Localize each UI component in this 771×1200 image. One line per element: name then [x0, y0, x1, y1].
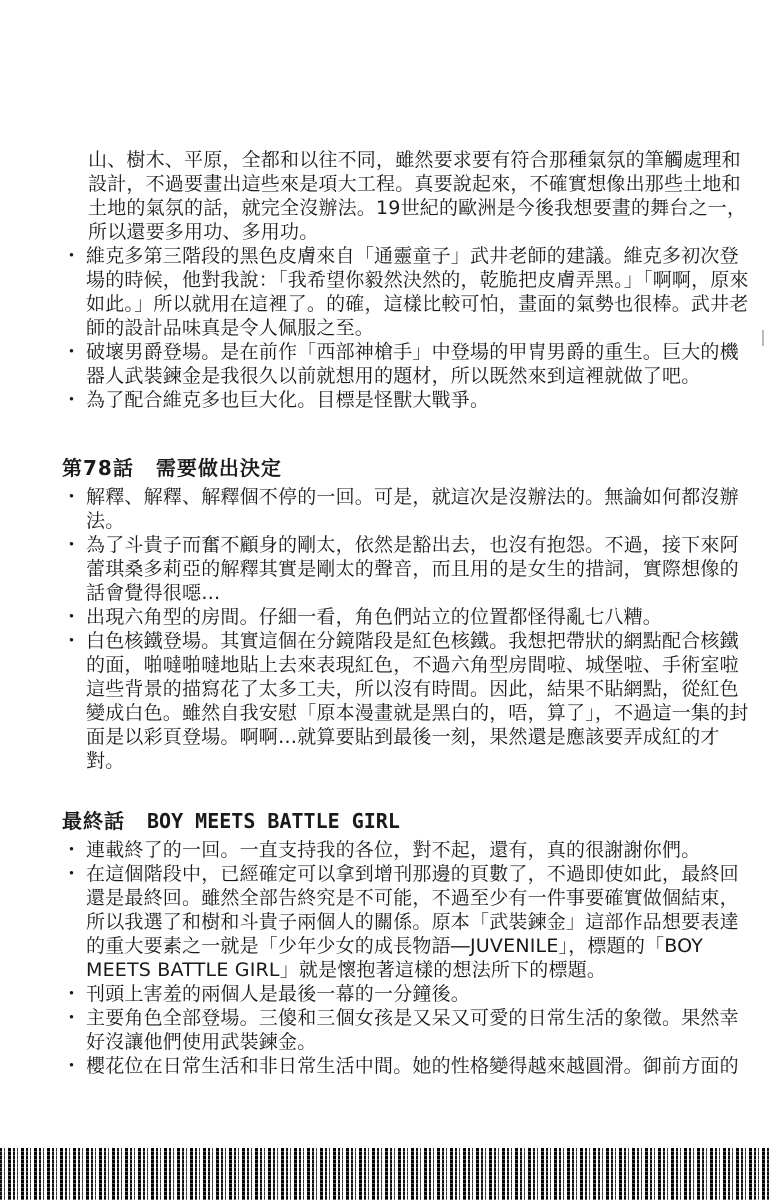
- intro-line: 所以還要多用功、多用功。: [88, 221, 319, 243]
- chapter-heading: [62, 455, 752, 481]
- list-item: ・ 櫻花位在日常生活和非日常生活中間。她的性格變得越來越圓滑。御前方面的: [62, 1054, 752, 1078]
- chapter-number: 第78話: [62, 456, 134, 480]
- chapter-heading: [62, 808, 752, 834]
- bullet-list: [62, 838, 752, 1078]
- section-victor-notes: [62, 244, 752, 412]
- intro-line: 設計，不過要畫出這些來是項大工程。真要說起來，不確實想像出那些土地和: [88, 173, 741, 195]
- list-item: ・ 主要角色全部登場。三傻和三個女孩是又呆又可愛的日常生活的象徵。果然幸好沒讓他們使用武裝鍊金。: [62, 1006, 752, 1054]
- list-item: ・ 為了配合維克多也巨大化。目標是怪獸大戰爭。: [62, 388, 752, 412]
- list-item: ・ 維克多第三階段的黑色皮膚來自「通靈童子」武井老師的建議。維克多初次登場的時候，他對我說：「我希望你毅然決然的，乾脆把皮膚弄黑。」「啊啊，原來如此。」所以就用在這裡了。的確，這樣比較可怕，畫面的氣勢也很棒。武井老師的設計品味真是令人佩服之至。: [62, 244, 752, 340]
- list-item: ・ 在這個階段中，已經確定可以拿到增刊那邊的頁數了，不過即使如此，最終回還是最終回。雖然全部告終究是不可能，不過至少有一件事要確實做個結束，所以我選了和樹和斗貴子兩個人的關係。原本「武裝鍊金」這部作品想要表達的重大要素之一就是「少年少女的成長物語―JUVENILE」，標題的「BOY MEETS BATTLE GIRL」就是懷抱著這樣的想法所下的標題。: [62, 862, 752, 982]
- list-item: ・ 出現六角型的房間。仔細一看，角色們站立的位置都怪得亂七八糟。: [62, 605, 752, 629]
- chapter-title: BOY MEETS BATTLE GIRL: [147, 809, 400, 833]
- page-edge-mark: [762, 330, 764, 346]
- bullet-list: [62, 244, 752, 412]
- list-item: ・ 刊頭上害羞的兩個人是最後一幕的一分鐘後。: [62, 982, 752, 1006]
- bullet-list: [62, 485, 752, 773]
- list-item: ・ 連載終了的一回。一直支持我的各位，對不起，還有，真的很謝謝你們。: [62, 838, 752, 862]
- scan-noise-band: [0, 1148, 771, 1200]
- list-item: ・ 白色核鐵登場。其實這個在分鏡階段是紅色核鐵。我想把帶狀的網點配合核鐵的面，啪噠啪噠地貼上去來表現紅色，不過六角型房間啦、城堡啦、手術室啦這些背景的描寫花了太多工夫，所以沒有時間。因此，結果不貼網點，從紅色變成白色。雖然自我安慰「原本漫畫就是黑白的，唔，算了」，不過這一集的封面是以彩頁登場。啊啊…就算要貼到最後一刻，果然還是應該要弄成紅的才對。: [62, 629, 752, 773]
- chapter-title: 需要做出決定: [155, 456, 282, 480]
- list-item: ・ 為了斗貴子而奮不顧身的剛太，依然是豁出去，也沒有抱怨。不過，接下來阿蕾琪桑多莉亞的解釋其實是剛太的聲音，而且用的是女生的措詞，實際想像的話會覺得很噁…: [62, 533, 752, 605]
- section-final-chapter: [62, 808, 752, 1078]
- list-item: ・ 解釋、解釋、解釋個不停的一回。可是，就這次是沒辦法的。無論如何都沒辦法。: [62, 485, 752, 533]
- section-chapter-78: [62, 455, 752, 773]
- intro-paragraph: [88, 148, 748, 244]
- intro-line: 山、樹木、平原，全都和以往不同，雖然要求要有符合那種氣氛的筆觸處理和: [88, 149, 741, 171]
- chapter-number: 最終話: [62, 809, 125, 833]
- list-item: ・ 破壞男爵登場。是在前作「西部神槍手」中登場的甲冑男爵的重生。巨大的機器人武裝鍊金是我很久以前就想用的題材，所以既然來到這裡就做了吧。: [62, 340, 752, 388]
- intro-line: 土地的氣氛的話，就完全沒辦法。19世紀的歐洲是今後我想要畫的舞台之一，: [88, 197, 747, 219]
